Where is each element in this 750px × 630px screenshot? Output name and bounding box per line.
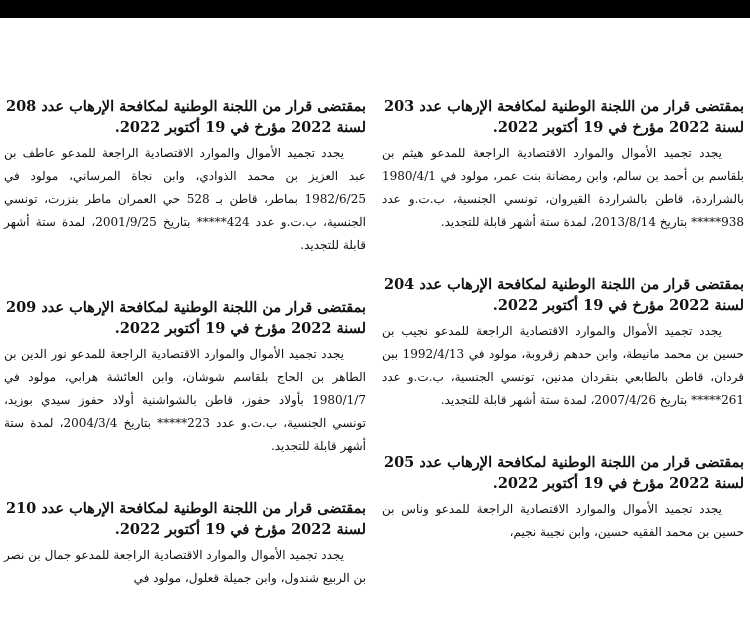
decree-heading <box>4 96 366 138</box>
decree-heading <box>382 274 744 316</box>
decree-heading-line2: لسنة 2022 مؤرخ في 19 أكتوبر 2022. <box>492 475 744 492</box>
decree-heading-line2: لسنة 2022 مؤرخ في 19 أكتوبر 2022. <box>114 320 366 337</box>
decree-205 <box>382 452 744 544</box>
decree-208 <box>4 96 366 257</box>
decree-209 <box>4 297 366 458</box>
decree-heading <box>4 297 366 339</box>
right-column <box>382 96 744 584</box>
decree-heading <box>382 96 744 138</box>
decree-heading-line1: بمقتضى قرار من اللجنة الوطنية لمكافحة الإرهاب عدد 209 <box>5 299 366 316</box>
decree-body: يجدد تجميد الأموال والموارد الاقتصادية الراجعة للمدعو نجيب بن حسين بن محمد مانيطة، وابن حدهم زقروبة، مولود في 1992/4/13 ببن قردان، قاطن بالطابعي بنقردان مدنين، تونسي الجنسية، ب.ت.و عدد 261***** بتاريخ 2007/4/26، لمدة ستة أشهر قابلة للتجديد. <box>382 324 744 407</box>
top-black-bar <box>0 0 750 18</box>
decree-203 <box>382 96 744 234</box>
decree-heading-line1: بمقتضى قرار من اللجنة الوطنية لمكافحة الإرهاب عدد 205 <box>383 454 744 471</box>
left-column <box>4 96 366 630</box>
decree-body: يجدد تجميد الأموال والموارد الاقتصادية الراجعة للمدعو عاطف بن عبد العزيز بن محمد الذوادي، وابن نجاة المرساني، مولود في 1982/6/25 بماطر، قاطن بـ 528 حي العمران ماطر بنزرت، تونسي الجنسية، ب.ت.و عدد 424***** بتاريخ 2001/9/25، لمدة ستة أشهر قابلة للتجديد. <box>4 146 366 252</box>
decree-body: يجدد تجميد الأموال والموارد الاقتصادية الراجعة للمدعو نور الدين بن الطاهر بن الحاج بلقاسم شوشان، وابن العائشة هرابي، مولود في 1980/1/7 بأولاد حفوز، قاطن بالشواشنية أولاد حفوز سيدي بوزيد، تونسي الجنسية، ب.ت.و عدد 223***** بتاريخ 2004/3/4، لمدة ستة أشهر قابلة للتجديد. <box>4 347 366 453</box>
decree-heading <box>4 498 366 540</box>
decree-heading-line2: لسنة 2022 مؤرخ في 19 أكتوبر 2022. <box>114 521 366 538</box>
decree-body: يجدد تجميد الأموال والموارد الاقتصادية الراجعة للمدعو هيثم بن بلقاسم بن أحمد بن سالم، وابن رمضانة بنت عمر، مولود في 1980/4/1 بالشراردة، قاطن بالشراردة القيروان، تونسي الجنسية، ب.ت.و عدد 938***** بتاريخ 2013/8/14، لمدة ستة أشهر قابلة للتجديد. <box>382 146 744 229</box>
decree-heading-line1: بمقتضى قرار من اللجنة الوطنية لمكافحة الإرهاب عدد 210 <box>5 500 366 517</box>
decree-heading <box>382 452 744 494</box>
decree-heading-line1: بمقتضى قرار من اللجنة الوطنية لمكافحة الإرهاب عدد 208 <box>5 98 366 115</box>
decree-heading-line1: بمقتضى قرار من اللجنة الوطنية لمكافحة الإرهاب عدد 203 <box>383 98 744 115</box>
decree-heading-line2: لسنة 2022 مؤرخ في 19 أكتوبر 2022. <box>492 297 744 314</box>
decree-204 <box>382 274 744 412</box>
decree-heading-line2: لسنة 2022 مؤرخ في 19 أكتوبر 2022. <box>114 119 366 136</box>
decree-body: يجدد تجميد الأموال والموارد الاقتصادية الراجعة للمدعو وناس بن حسين بن محمد الفقيه حسين، وابن نجيبة نجيم، <box>382 502 744 539</box>
decree-heading-line2: لسنة 2022 مؤرخ في 19 أكتوبر 2022. <box>492 119 744 136</box>
decree-210 <box>4 498 366 590</box>
decree-heading-line1: بمقتضى قرار من اللجنة الوطنية لمكافحة الإرهاب عدد 204 <box>383 276 744 293</box>
decree-body: يجدد تجميد الأموال والموارد الاقتصادية الراجعة للمدعو جمال بن نصر بن الربيع شندول، وابن جميلة قعلول، مولود في <box>4 548 366 585</box>
